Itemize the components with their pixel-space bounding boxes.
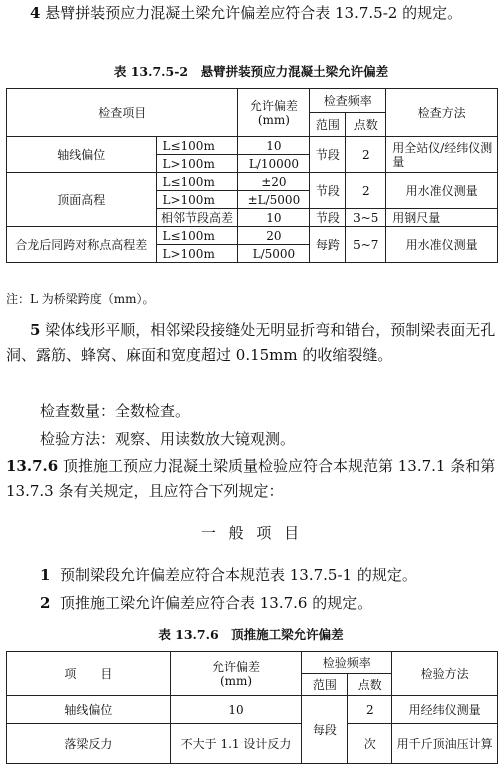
item-1: 1 预制梁段允许偏差应符合本规范表 13.7.5-1 的规定。 <box>40 566 417 584</box>
points: 2 <box>346 137 386 173</box>
tol: 20 <box>238 227 310 245</box>
header-item: 检查项目 <box>7 89 238 137</box>
method: 用钢尺量 <box>386 209 498 227</box>
cond: L>100m <box>156 245 238 263</box>
table1-caption: 表 13.7.5-2 悬臂拼装预应力混凝土梁允许偏差 <box>113 64 389 79</box>
row-reaction-item: 落梁反力 <box>7 724 171 764</box>
cond: L>100m <box>156 191 238 209</box>
row-elevation-item: 顶面高程 <box>7 173 157 227</box>
table2-caption: 表 13.7.6 顶推施工梁允许偏差 <box>158 627 344 642</box>
tol: L/5000 <box>238 245 310 263</box>
tol: 不大于 1.1 设计反力 <box>170 724 302 764</box>
header-points: 点数 <box>346 113 386 137</box>
points: 2 <box>346 173 386 209</box>
cond: 相邻节段高差 <box>156 209 238 227</box>
tol: 10 <box>170 696 302 724</box>
para-4: 4 悬臂拼装预应力混凝土梁允许偏差应符合表 13.7.5-2 的规定。 <box>30 4 463 22</box>
header-points: 点数 <box>348 674 392 696</box>
method: 用水准仪测量 <box>386 227 498 263</box>
table1 <box>6 88 498 263</box>
points: 2 <box>348 696 392 724</box>
header-frequency: 检验频率 <box>302 652 392 674</box>
table2 <box>6 651 498 764</box>
method: 用经纬仪测量 <box>392 696 498 724</box>
range: 每跨 <box>310 227 346 263</box>
header-item: 项 目 <box>7 652 171 696</box>
cond: L≤100m <box>156 227 238 245</box>
para-5: 5 梁体线形平顺，相邻梁段接缝处无明显折弯和错台，预制梁表面无孔洞、露筋、蜂窝、麻面和宽度超过 0.15mm 的收缩裂缝。 <box>6 321 496 364</box>
header-frequency: 检查频率 <box>310 89 386 113</box>
header-method: 检验方法 <box>392 652 498 696</box>
header-range: 范围 <box>310 113 346 137</box>
tol: 10 <box>238 209 310 227</box>
points: 3~5 <box>346 209 386 227</box>
cond: L≤100m <box>156 137 238 155</box>
range: 每段 <box>302 696 348 764</box>
method: 用水准仪测量 <box>386 173 498 209</box>
tol: ±L/5000 <box>238 191 310 209</box>
check-method: 检验方法：观察、用读数放大镜观测。 <box>40 430 296 448</box>
header-tolerance: 允许偏差 (mm) <box>170 652 302 696</box>
header-range: 范围 <box>302 674 348 696</box>
method: 用全站仪/经纬仪测量 <box>386 137 498 173</box>
method: 用千斤顶油压计算 <box>392 724 498 764</box>
check-quantity: 检查数量：全数检查。 <box>40 402 191 420</box>
item-2: 2 顶推施工梁允许偏差应符合表 13.7.6 的规定。 <box>40 594 373 612</box>
header-method: 检查方法 <box>386 89 498 137</box>
tol: 10 <box>238 137 310 155</box>
section-13-7-6: 13.7.6 顶推施工预应力混凝土梁质量检验应符合本规范第 13.7.1 条和第 13.7.3 条有关规定，且应符合下列规定： <box>6 457 496 500</box>
tol: L/10000 <box>238 155 310 173</box>
range: 节段 <box>310 209 346 227</box>
tol: ±20 <box>238 173 310 191</box>
row-axis-item: 轴线偏位 <box>7 137 157 173</box>
row-closure-item: 合龙后同跨对称点高程差 <box>7 227 157 263</box>
table1-note: 注：L 为桥梁跨度（mm）。 <box>6 292 155 306</box>
row-axis-item: 轴线偏位 <box>7 696 171 724</box>
cond: L>100m <box>156 155 238 173</box>
points: 次 <box>348 724 392 764</box>
cond: L≤100m <box>156 173 238 191</box>
points: 5~7 <box>346 227 386 263</box>
header-tolerance: 允许偏差 (mm) <box>238 89 310 137</box>
range: 节段 <box>310 137 346 173</box>
range: 节段 <box>310 173 346 209</box>
general-heading: 一 般 项 目 <box>200 524 304 542</box>
